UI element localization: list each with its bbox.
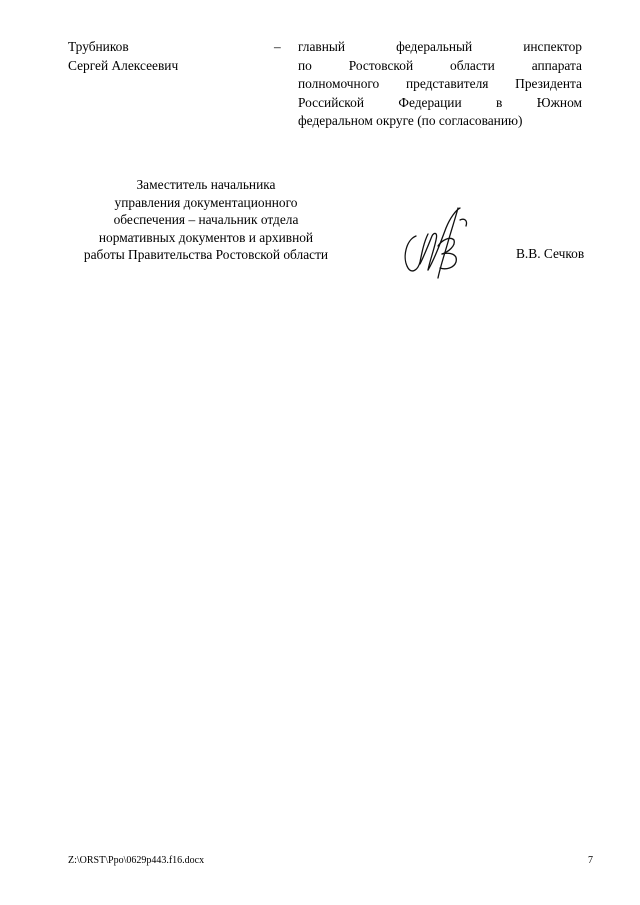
signatory-position-line: работы Правительства Ростовской области [83, 247, 329, 262]
member-name-line: Трубников [68, 39, 129, 54]
entry-dash: – [274, 39, 281, 54]
member-description [298, 38, 582, 131]
signatory-position-line: управления документационного [114, 194, 298, 210]
member-description-line: по Ростовской области аппарата [298, 57, 582, 73]
member-name [68, 38, 268, 75]
member-description-line: федеральном округе (по согласованию) [298, 113, 523, 128]
member-description-line: полномочного представителя Президента [298, 76, 582, 91]
signatory-position-line: нормативных документов и архивной [98, 229, 314, 245]
page-number: 7 [588, 855, 593, 866]
signatory-position-line: Заместитель начальника [136, 177, 276, 192]
handwritten-signature [398, 206, 476, 282]
signatory-name: В.В. Сечков [516, 246, 585, 261]
signatory-position-line: обеспечения – начальник отдела [113, 212, 299, 227]
footer-file-path: Z:\ORST\Ppo\0629p443.f16.docx [68, 855, 205, 866]
member-name-line: Сергей Алексеевич [68, 57, 179, 73]
signatory-position [60, 176, 352, 264]
member-description-line: Российской Федерации в Южном [298, 94, 582, 110]
member-description-line: главный федеральный инспектор [298, 39, 582, 54]
